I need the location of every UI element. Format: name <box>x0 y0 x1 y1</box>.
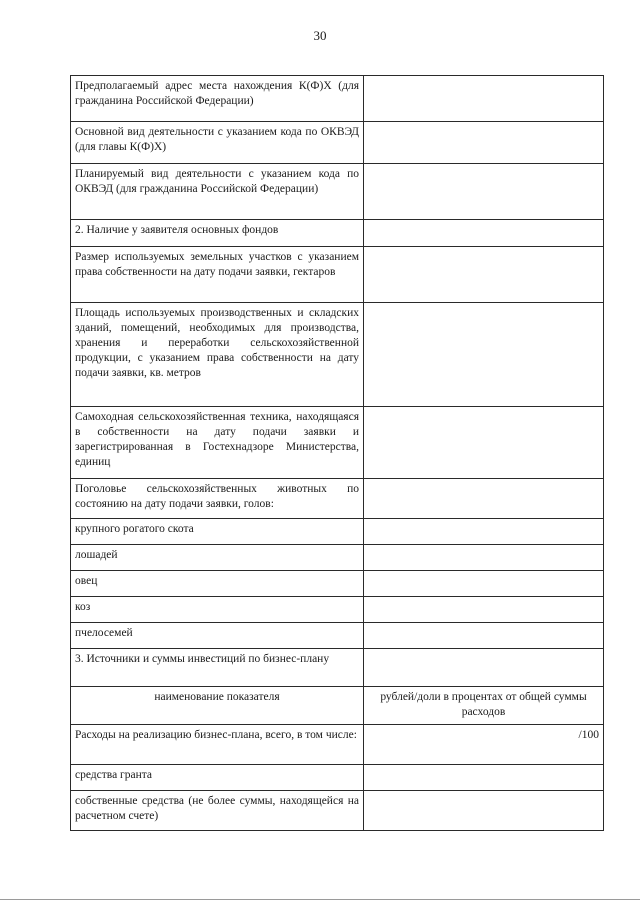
table-row <box>71 164 604 220</box>
column-header-indicator: наименование показателя <box>71 687 364 725</box>
table-row <box>71 791 604 831</box>
table-row <box>71 407 604 479</box>
table-row <box>71 303 604 407</box>
table-row <box>71 122 604 164</box>
row-value-building-area <box>364 303 604 407</box>
table-row <box>71 725 604 765</box>
row-label-building-area: Площадь используемых производственных и складских зданий, помещений, необходимых для производства, хранения и переработки сельскохозяйственной продукции, с указанием права собственности на дату подачи заявки, кв. метров <box>71 303 364 407</box>
table-row <box>71 649 604 687</box>
table-row <box>71 76 604 122</box>
row-label-livestock: Поголовье сельскохозяйственных животных по состоянию на дату подачи заявки, голов: <box>71 479 364 519</box>
row-value-section-3 <box>364 649 604 687</box>
row-label-machinery: Самоходная сельскохозяйственная техника, находящаяся в собственности на дату подачи заявки и зарегистрированная в Гостехнадзоре Министерства, единиц <box>71 407 364 479</box>
page-number: 30 <box>313 28 327 43</box>
row-value-machinery <box>364 407 604 479</box>
column-header-amount: рублей/доли в процентах от общей суммы расходов <box>364 687 604 725</box>
row-label-planned-activity: Планируемый вид деятельности с указанием кода по ОКВЭД (для гражданина Российской Федерации) <box>71 164 364 220</box>
table-row <box>71 545 604 571</box>
table-row <box>71 479 604 519</box>
row-value-grant-funds <box>364 765 604 791</box>
row-value-own-funds <box>364 791 604 831</box>
table-row <box>71 571 604 597</box>
row-label-cattle: крупного рогатого скота <box>71 519 364 545</box>
row-value-total-expenses: /100 <box>364 725 604 765</box>
row-value-sheep <box>364 571 604 597</box>
row-label-section-2: 2. Наличие у заявителя основных фондов <box>71 220 364 247</box>
table-row <box>71 519 604 545</box>
row-label-proposed-address: Предполагаемый адрес места нахождения К(Ф)Х (для гражданина Российской Федерации) <box>71 76 364 122</box>
row-label-sheep: овец <box>71 571 364 597</box>
table-row <box>71 247 604 303</box>
row-value-planned-activity <box>364 164 604 220</box>
row-value-proposed-address <box>364 76 604 122</box>
row-label-total-expenses: Расходы на реализацию бизнес-плана, всего, в том числе: <box>71 725 364 765</box>
table-row <box>71 220 604 247</box>
application-form-table <box>70 75 604 831</box>
table-row <box>71 623 604 649</box>
row-label-grant-funds: средства гранта <box>71 765 364 791</box>
row-value-main-activity <box>364 122 604 164</box>
row-value-cattle <box>364 519 604 545</box>
table-row <box>71 687 604 725</box>
row-label-land-size: Размер используемых земельных участков с указанием права собственности на дату подачи заявки, гектаров <box>71 247 364 303</box>
row-label-main-activity: Основной вид деятельности с указанием кода по ОКВЭД (для главы К(Ф)Х) <box>71 122 364 164</box>
row-label-own-funds: собственные средства (не более суммы, находящейся на расчетном счете) <box>71 791 364 831</box>
row-value-land-size <box>364 247 604 303</box>
row-label-section-3: 3. Источники и суммы инвестиций по бизнес-плану <box>71 649 364 687</box>
table-row <box>71 765 604 791</box>
row-value-section-2 <box>364 220 604 247</box>
row-value-bee-colonies <box>364 623 604 649</box>
row-label-horses: лошадей <box>71 545 364 571</box>
row-label-bee-colonies: пчелосемей <box>71 623 364 649</box>
row-label-goats: коз <box>71 597 364 623</box>
row-value-horses <box>364 545 604 571</box>
row-value-livestock <box>364 479 604 519</box>
row-value-goats <box>364 597 604 623</box>
page-bottom-divider <box>0 899 640 900</box>
table-row <box>71 597 604 623</box>
